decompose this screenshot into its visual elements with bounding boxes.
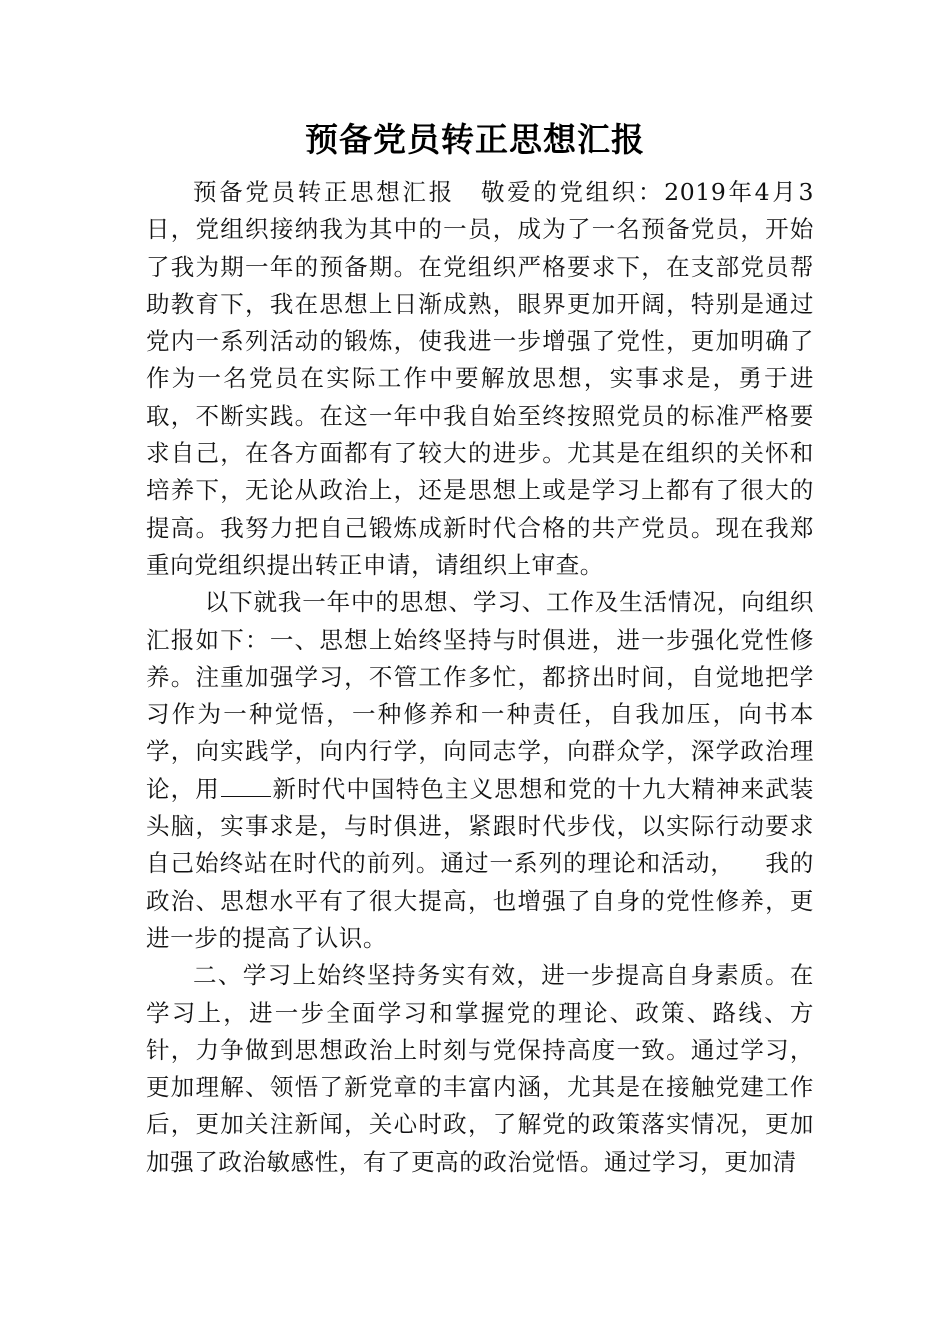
fill-in-blank xyxy=(221,778,271,797)
document-body xyxy=(146,174,814,1181)
document-title: 预备党员转正思想汇报 xyxy=(305,120,645,159)
paragraph-2-text-c: 我的政治、思想水平有了很大提高，也增强了自身的党性修养，更进一步的提高了认识。 xyxy=(146,849,814,952)
paragraph-2-text-a: 以下就我一年中的思想、学习、工作及生活情况，向组织汇报如下：一、思想上始终坚持与时俱进，进一步强化党性修养。注重加强学习，不管工作多忙，都挤出时间，自觉地把学习作为一种觉悟，一种修养和一种责任，自我加压，向书本学，向实践学，向内行学，向同志学，向群众学，深学政治理论，用 xyxy=(146,588,814,803)
paragraph-2-text-b: 新时代中国特色主义思想和党的十九大精神来武装头脑，实事求是，与时俱进，紧跟时代步伐，以实际行动要求自己始终站在时代的前列。通过一系列的理论和活动， xyxy=(146,774,814,878)
paragraph-2 xyxy=(146,584,814,957)
paragraph-3: 二、学习上始终坚持务实有效，进一步提高自身素质。在学习上，进一步全面学习和掌握党的理论、政策、路线、方针，力争做到思想政治上时刻与党保持高度一致。通过学习，更加理解、领悟了新党章的丰富内涵，尤其是在接触党建工作后，更加关注新闻，关心时政，了解党的政策落实情况，更加加强了政治敏感性，有了更高的政治觉悟。通过学习，更加清 xyxy=(146,961,814,1176)
paragraph-1: 预备党员转正思想汇报 敬爱的党组织：2019年4月3日，党组织接纳我为其中的一员，成为了一名预备党员，开始了我为期一年的预备期。在党组织严格要求下，在支部党员帮助教育下，我在思想上日渐成熟，眼界更加开阔，特别是通过党内一系列活动的锻炼，使我进一步增强了党性，更加明确了作为一名党员在实际工作中要解放思想，实事求是，勇于进取，不断实践。在这一年中我自始至终按照党员的标准严格要求自己，在各方面都有了较大的进步。尤其是在组织的关怀和培养下，无论从政治上，还是思想上或是学习上都有了很大的提高。我努力把自己锻炼成新时代合格的共产党员。现在我郑重向党组织提出转正申请，请组织上审查。 xyxy=(146,178,814,579)
